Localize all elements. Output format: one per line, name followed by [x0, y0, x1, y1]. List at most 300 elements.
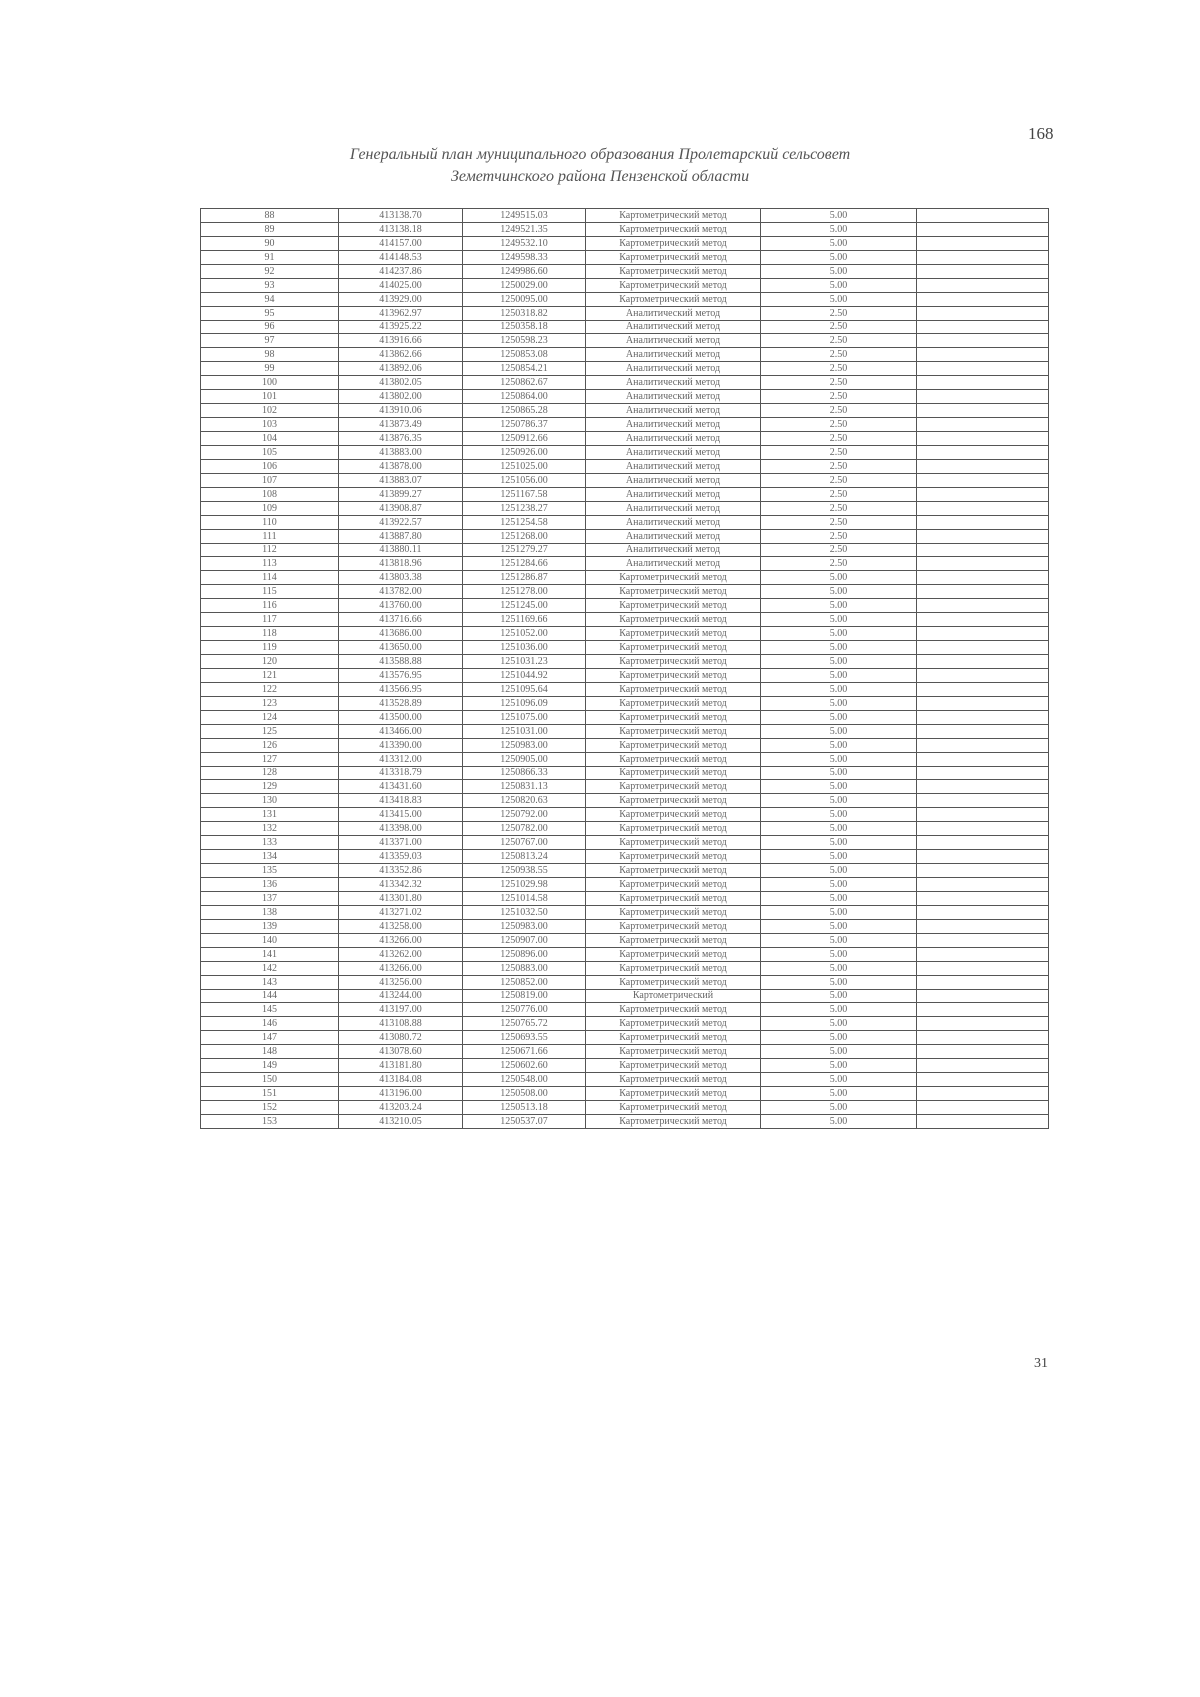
- x-coordinate-cell: 413184.08: [339, 1073, 463, 1087]
- note-cell: [917, 445, 1049, 459]
- note-cell: [917, 1114, 1049, 1128]
- method-cell: Картометрический метод: [586, 641, 761, 655]
- accuracy-cell: 5.00: [761, 710, 917, 724]
- note-cell: [917, 655, 1049, 669]
- note-cell: [917, 975, 1049, 989]
- accuracy-cell: 5.00: [761, 989, 917, 1003]
- accuracy-cell: 2.50: [761, 529, 917, 543]
- table-row: [201, 891, 1049, 905]
- point-number-cell: 118: [201, 627, 339, 641]
- accuracy-cell: 5.00: [761, 585, 917, 599]
- table-row: [201, 710, 1049, 724]
- method-cell: Аналитический метод: [586, 501, 761, 515]
- y-coordinate-cell: 1250907.00: [463, 933, 586, 947]
- y-coordinate-cell: 1250537.07: [463, 1114, 586, 1128]
- accuracy-cell: 5.00: [761, 975, 917, 989]
- table-row: [201, 766, 1049, 780]
- method-cell: Картометрический метод: [586, 850, 761, 864]
- x-coordinate-cell: 413588.88: [339, 655, 463, 669]
- x-coordinate-cell: 413244.00: [339, 989, 463, 1003]
- table-row: [201, 599, 1049, 613]
- x-coordinate-cell: 413359.03: [339, 850, 463, 864]
- x-coordinate-cell: 413196.00: [339, 1087, 463, 1101]
- point-number-cell: 150: [201, 1073, 339, 1087]
- table-row: [201, 1003, 1049, 1017]
- y-coordinate-cell: 1250820.63: [463, 794, 586, 808]
- table-row: [201, 808, 1049, 822]
- note-cell: [917, 222, 1049, 236]
- y-coordinate-cell: 1249532.10: [463, 236, 586, 250]
- accuracy-cell: 2.50: [761, 543, 917, 557]
- method-cell: Картометрический метод: [586, 1003, 761, 1017]
- note-cell: [917, 780, 1049, 794]
- accuracy-cell: 5.00: [761, 1059, 917, 1073]
- table-row: [201, 752, 1049, 766]
- accuracy-cell: 5.00: [761, 780, 917, 794]
- table-row: [201, 989, 1049, 1003]
- y-coordinate-cell: 1250598.23: [463, 334, 586, 348]
- x-coordinate-cell: 413318.79: [339, 766, 463, 780]
- note-cell: [917, 334, 1049, 348]
- method-cell: Аналитический метод: [586, 334, 761, 348]
- point-number-cell: 106: [201, 459, 339, 473]
- table-row: [201, 236, 1049, 250]
- x-coordinate-cell: 413266.00: [339, 933, 463, 947]
- point-number-cell: 108: [201, 487, 339, 501]
- accuracy-cell: 5.00: [761, 808, 917, 822]
- accuracy-cell: 5.00: [761, 668, 917, 682]
- y-coordinate-cell: 1250883.00: [463, 961, 586, 975]
- x-coordinate-cell: 413887.80: [339, 529, 463, 543]
- x-coordinate-cell: 413873.49: [339, 418, 463, 432]
- x-coordinate-cell: 414025.00: [339, 278, 463, 292]
- x-coordinate-cell: 413760.00: [339, 599, 463, 613]
- table-row: [201, 278, 1049, 292]
- accuracy-cell: 5.00: [761, 891, 917, 905]
- accuracy-cell: 2.50: [761, 390, 917, 404]
- y-coordinate-cell: 1250938.55: [463, 864, 586, 878]
- y-coordinate-cell: 1251096.09: [463, 696, 586, 710]
- table-row: [201, 306, 1049, 320]
- point-number-cell: 95: [201, 306, 339, 320]
- accuracy-cell: 5.00: [761, 822, 917, 836]
- note-cell: [917, 264, 1049, 278]
- method-cell: Картометрический метод: [586, 682, 761, 696]
- x-coordinate-cell: 413802.05: [339, 376, 463, 390]
- method-cell: Картометрический метод: [586, 668, 761, 682]
- note-cell: [917, 1101, 1049, 1115]
- x-coordinate-cell: 413398.00: [339, 822, 463, 836]
- x-coordinate-cell: 413929.00: [339, 292, 463, 306]
- point-number-cell: 121: [201, 668, 339, 682]
- accuracy-cell: 5.00: [761, 222, 917, 236]
- note-cell: [917, 390, 1049, 404]
- method-cell: Картометрический метод: [586, 808, 761, 822]
- point-number-cell: 145: [201, 1003, 339, 1017]
- method-cell: Картометрический метод: [586, 1114, 761, 1128]
- point-number-cell: 153: [201, 1114, 339, 1128]
- point-number-cell: 132: [201, 822, 339, 836]
- note-cell: [917, 236, 1049, 250]
- method-cell: Картометрический метод: [586, 696, 761, 710]
- point-number-cell: 130: [201, 794, 339, 808]
- method-cell: Аналитический метод: [586, 515, 761, 529]
- method-cell: Картометрический метод: [586, 822, 761, 836]
- y-coordinate-cell: 1251245.00: [463, 599, 586, 613]
- accuracy-cell: 5.00: [761, 682, 917, 696]
- table-row: [201, 487, 1049, 501]
- note-cell: [917, 822, 1049, 836]
- accuracy-cell: 2.50: [761, 418, 917, 432]
- method-cell: Картометрический метод: [586, 780, 761, 794]
- table-row: [201, 571, 1049, 585]
- point-number-cell: 100: [201, 376, 339, 390]
- point-number-cell: 102: [201, 404, 339, 418]
- point-number-cell: 138: [201, 905, 339, 919]
- table-row: [201, 822, 1049, 836]
- point-number-cell: 123: [201, 696, 339, 710]
- note-cell: [917, 738, 1049, 752]
- note-cell: [917, 515, 1049, 529]
- note-cell: [917, 1045, 1049, 1059]
- note-cell: [917, 794, 1049, 808]
- table-row: [201, 390, 1049, 404]
- table-row: [201, 1045, 1049, 1059]
- accuracy-cell: 5.00: [761, 1031, 917, 1045]
- point-number-cell: 109: [201, 501, 339, 515]
- method-cell: Картометрический метод: [586, 752, 761, 766]
- y-coordinate-cell: 1251052.00: [463, 627, 586, 641]
- y-coordinate-cell: 1250776.00: [463, 1003, 586, 1017]
- point-number-cell: 91: [201, 250, 339, 264]
- y-coordinate-cell: 1250029.00: [463, 278, 586, 292]
- x-coordinate-cell: 413312.00: [339, 752, 463, 766]
- note-cell: [917, 306, 1049, 320]
- x-coordinate-cell: 413138.18: [339, 222, 463, 236]
- point-number-cell: 124: [201, 710, 339, 724]
- note-cell: [917, 836, 1049, 850]
- y-coordinate-cell: 1250864.00: [463, 390, 586, 404]
- y-coordinate-cell: 1250983.00: [463, 919, 586, 933]
- point-number-cell: 114: [201, 571, 339, 585]
- point-number-cell: 98: [201, 348, 339, 362]
- x-coordinate-cell: 413271.02: [339, 905, 463, 919]
- method-cell: Картометрический метод: [586, 599, 761, 613]
- method-cell: Картометрический метод: [586, 571, 761, 585]
- table-row: [201, 585, 1049, 599]
- y-coordinate-cell: 1251031.00: [463, 724, 586, 738]
- table-row: [201, 696, 1049, 710]
- x-coordinate-cell: 413782.00: [339, 585, 463, 599]
- method-cell: Аналитический метод: [586, 348, 761, 362]
- note-cell: [917, 487, 1049, 501]
- accuracy-cell: 5.00: [761, 836, 917, 850]
- y-coordinate-cell: 1250905.00: [463, 752, 586, 766]
- table-row: [201, 1087, 1049, 1101]
- y-coordinate-cell: 1250831.13: [463, 780, 586, 794]
- point-number-cell: 129: [201, 780, 339, 794]
- method-cell: Картометрический метод: [586, 724, 761, 738]
- y-coordinate-cell: 1251044.92: [463, 668, 586, 682]
- table-row: [201, 515, 1049, 529]
- table-row: [201, 250, 1049, 264]
- table-row: [201, 348, 1049, 362]
- accuracy-cell: 5.00: [761, 571, 917, 585]
- point-number-cell: 131: [201, 808, 339, 822]
- note-cell: [917, 557, 1049, 571]
- point-number-cell: 105: [201, 445, 339, 459]
- point-number-cell: 152: [201, 1101, 339, 1115]
- note-cell: [917, 376, 1049, 390]
- x-coordinate-cell: 414148.53: [339, 250, 463, 264]
- point-number-cell: 120: [201, 655, 339, 669]
- accuracy-cell: 5.00: [761, 864, 917, 878]
- y-coordinate-cell: 1251075.00: [463, 710, 586, 724]
- point-number-cell: 147: [201, 1031, 339, 1045]
- point-number-cell: 146: [201, 1017, 339, 1031]
- y-coordinate-cell: 1251238.27: [463, 501, 586, 515]
- table-row: [201, 724, 1049, 738]
- accuracy-cell: 5.00: [761, 1101, 917, 1115]
- table-row: [201, 418, 1049, 432]
- table-row: [201, 376, 1049, 390]
- point-number-cell: 143: [201, 975, 339, 989]
- note-cell: [917, 682, 1049, 696]
- x-coordinate-cell: 413138.70: [339, 209, 463, 223]
- method-cell: Картометрический метод: [586, 278, 761, 292]
- y-coordinate-cell: 1250983.00: [463, 738, 586, 752]
- accuracy-cell: 5.00: [761, 947, 917, 961]
- y-coordinate-cell: 1251278.00: [463, 585, 586, 599]
- accuracy-cell: 2.50: [761, 432, 917, 446]
- method-cell: Картометрический метод: [586, 836, 761, 850]
- x-coordinate-cell: 413108.88: [339, 1017, 463, 1031]
- x-coordinate-cell: 413883.07: [339, 473, 463, 487]
- point-number-cell: 88: [201, 209, 339, 223]
- table-row: [201, 613, 1049, 627]
- accuracy-cell: 2.50: [761, 459, 917, 473]
- x-coordinate-cell: 413342.32: [339, 878, 463, 892]
- accuracy-cell: 5.00: [761, 1087, 917, 1101]
- note-cell: [917, 501, 1049, 515]
- note-cell: [917, 641, 1049, 655]
- x-coordinate-cell: 413910.06: [339, 404, 463, 418]
- accuracy-cell: 2.50: [761, 334, 917, 348]
- table-row: [201, 432, 1049, 446]
- method-cell: Картометрический метод: [586, 250, 761, 264]
- method-cell: Аналитический метод: [586, 418, 761, 432]
- note-cell: [917, 250, 1049, 264]
- note-cell: [917, 850, 1049, 864]
- point-number-cell: 89: [201, 222, 339, 236]
- y-coordinate-cell: 1251014.58: [463, 891, 586, 905]
- method-cell: Картометрический метод: [586, 1087, 761, 1101]
- point-number-cell: 149: [201, 1059, 339, 1073]
- x-coordinate-cell: 413883.00: [339, 445, 463, 459]
- note-cell: [917, 278, 1049, 292]
- method-cell: Картометрический метод: [586, 264, 761, 278]
- table-row: [201, 641, 1049, 655]
- table-row: [201, 794, 1049, 808]
- accuracy-cell: 5.00: [761, 933, 917, 947]
- point-number-cell: 141: [201, 947, 339, 961]
- accuracy-cell: 5.00: [761, 1073, 917, 1087]
- table-row: [201, 557, 1049, 571]
- x-coordinate-cell: 413080.72: [339, 1031, 463, 1045]
- accuracy-cell: 5.00: [761, 738, 917, 752]
- note-cell: [917, 752, 1049, 766]
- x-coordinate-cell: 413892.06: [339, 362, 463, 376]
- y-coordinate-cell: 1251095.64: [463, 682, 586, 696]
- point-number-cell: 99: [201, 362, 339, 376]
- accuracy-cell: 5.00: [761, 264, 917, 278]
- method-cell: Аналитический метод: [586, 432, 761, 446]
- point-number-cell: 135: [201, 864, 339, 878]
- accuracy-cell: 5.00: [761, 1003, 917, 1017]
- x-coordinate-cell: 413899.27: [339, 487, 463, 501]
- point-number-cell: 151: [201, 1087, 339, 1101]
- method-cell: Картометрический метод: [586, 738, 761, 752]
- table-row: [201, 864, 1049, 878]
- note-cell: [917, 209, 1049, 223]
- table-row: [201, 878, 1049, 892]
- x-coordinate-cell: 413925.22: [339, 320, 463, 334]
- x-coordinate-cell: 413431.60: [339, 780, 463, 794]
- table-row: [201, 459, 1049, 473]
- y-coordinate-cell: 1250508.00: [463, 1087, 586, 1101]
- y-coordinate-cell: 1250602.60: [463, 1059, 586, 1073]
- point-number-cell: 115: [201, 585, 339, 599]
- accuracy-cell: 5.00: [761, 794, 917, 808]
- table-row: [201, 655, 1049, 669]
- note-cell: [917, 919, 1049, 933]
- x-coordinate-cell: 413203.24: [339, 1101, 463, 1115]
- x-coordinate-cell: 413418.83: [339, 794, 463, 808]
- note-cell: [917, 1017, 1049, 1031]
- note-cell: [917, 933, 1049, 947]
- table-row: [201, 682, 1049, 696]
- accuracy-cell: 2.50: [761, 487, 917, 501]
- y-coordinate-cell: 1250671.66: [463, 1045, 586, 1059]
- method-cell: Аналитический метод: [586, 404, 761, 418]
- note-cell: [917, 459, 1049, 473]
- accuracy-cell: 5.00: [761, 919, 917, 933]
- y-coordinate-cell: 1251279.27: [463, 543, 586, 557]
- point-number-cell: 125: [201, 724, 339, 738]
- accuracy-cell: 5.00: [761, 250, 917, 264]
- note-cell: [917, 891, 1049, 905]
- x-coordinate-cell: 413802.00: [339, 390, 463, 404]
- method-cell: Картометрический: [586, 989, 761, 1003]
- table-row: [201, 947, 1049, 961]
- y-coordinate-cell: 1251032.50: [463, 905, 586, 919]
- accuracy-cell: 2.50: [761, 348, 917, 362]
- table-row: [201, 501, 1049, 515]
- y-coordinate-cell: 1250896.00: [463, 947, 586, 961]
- y-coordinate-cell: 1250866.33: [463, 766, 586, 780]
- point-number-cell: 97: [201, 334, 339, 348]
- method-cell: Аналитический метод: [586, 487, 761, 501]
- x-coordinate-cell: 413210.05: [339, 1114, 463, 1128]
- note-cell: [917, 418, 1049, 432]
- method-cell: Картометрический метод: [586, 1059, 761, 1073]
- method-cell: Картометрический метод: [586, 292, 761, 306]
- y-coordinate-cell: 1250865.28: [463, 404, 586, 418]
- table-row: [201, 529, 1049, 543]
- method-cell: Картометрический метод: [586, 947, 761, 961]
- x-coordinate-cell: 413262.00: [339, 947, 463, 961]
- note-cell: [917, 864, 1049, 878]
- method-cell: Картометрический метод: [586, 613, 761, 627]
- x-coordinate-cell: 413500.00: [339, 710, 463, 724]
- note-cell: [917, 668, 1049, 682]
- accuracy-cell: 2.50: [761, 473, 917, 487]
- method-cell: Аналитический метод: [586, 390, 761, 404]
- accuracy-cell: 5.00: [761, 752, 917, 766]
- x-coordinate-cell: 413818.96: [339, 557, 463, 571]
- accuracy-cell: 2.50: [761, 445, 917, 459]
- method-cell: Картометрический метод: [586, 1045, 761, 1059]
- x-coordinate-cell: 413301.80: [339, 891, 463, 905]
- point-number-cell: 117: [201, 613, 339, 627]
- method-cell: Аналитический метод: [586, 306, 761, 320]
- point-number-cell: 107: [201, 473, 339, 487]
- method-cell: Картометрический метод: [586, 209, 761, 223]
- document-title-line-1: Генеральный план муниципального образования Пролетарский сельсовет: [349, 146, 851, 163]
- point-number-cell: 122: [201, 682, 339, 696]
- method-cell: Картометрический метод: [586, 585, 761, 599]
- x-coordinate-cell: 413716.66: [339, 613, 463, 627]
- accuracy-cell: 5.00: [761, 724, 917, 738]
- note-cell: [917, 432, 1049, 446]
- table-row: [201, 1101, 1049, 1115]
- accuracy-cell: 5.00: [761, 961, 917, 975]
- x-coordinate-cell: 413352.86: [339, 864, 463, 878]
- note-cell: [917, 599, 1049, 613]
- method-cell: Картометрический метод: [586, 864, 761, 878]
- x-coordinate-cell: 413922.57: [339, 515, 463, 529]
- accuracy-cell: 2.50: [761, 501, 917, 515]
- y-coordinate-cell: 1251284.66: [463, 557, 586, 571]
- x-coordinate-cell: 413566.95: [339, 682, 463, 696]
- table-row: [201, 850, 1049, 864]
- accuracy-cell: 5.00: [761, 766, 917, 780]
- note-cell: [917, 947, 1049, 961]
- method-cell: Картометрический метод: [586, 1031, 761, 1045]
- table-row: [201, 209, 1049, 223]
- note-cell: [917, 961, 1049, 975]
- method-cell: Аналитический метод: [586, 320, 761, 334]
- y-coordinate-cell: 1249598.33: [463, 250, 586, 264]
- point-number-cell: 104: [201, 432, 339, 446]
- y-coordinate-cell: 1251169.66: [463, 613, 586, 627]
- method-cell: Картометрический метод: [586, 919, 761, 933]
- method-cell: Аналитический метод: [586, 459, 761, 473]
- y-coordinate-cell: 1250912.66: [463, 432, 586, 446]
- method-cell: Картометрический метод: [586, 655, 761, 669]
- note-cell: [917, 292, 1049, 306]
- y-coordinate-cell: 1250926.00: [463, 445, 586, 459]
- y-coordinate-cell: 1250786.37: [463, 418, 586, 432]
- x-coordinate-cell: 413962.97: [339, 306, 463, 320]
- y-coordinate-cell: 1249986.60: [463, 264, 586, 278]
- note-cell: [917, 766, 1049, 780]
- y-coordinate-cell: 1250693.55: [463, 1031, 586, 1045]
- y-coordinate-cell: 1250852.00: [463, 975, 586, 989]
- note-cell: [917, 348, 1049, 362]
- point-number-cell: 93: [201, 278, 339, 292]
- method-cell: Картометрический метод: [586, 878, 761, 892]
